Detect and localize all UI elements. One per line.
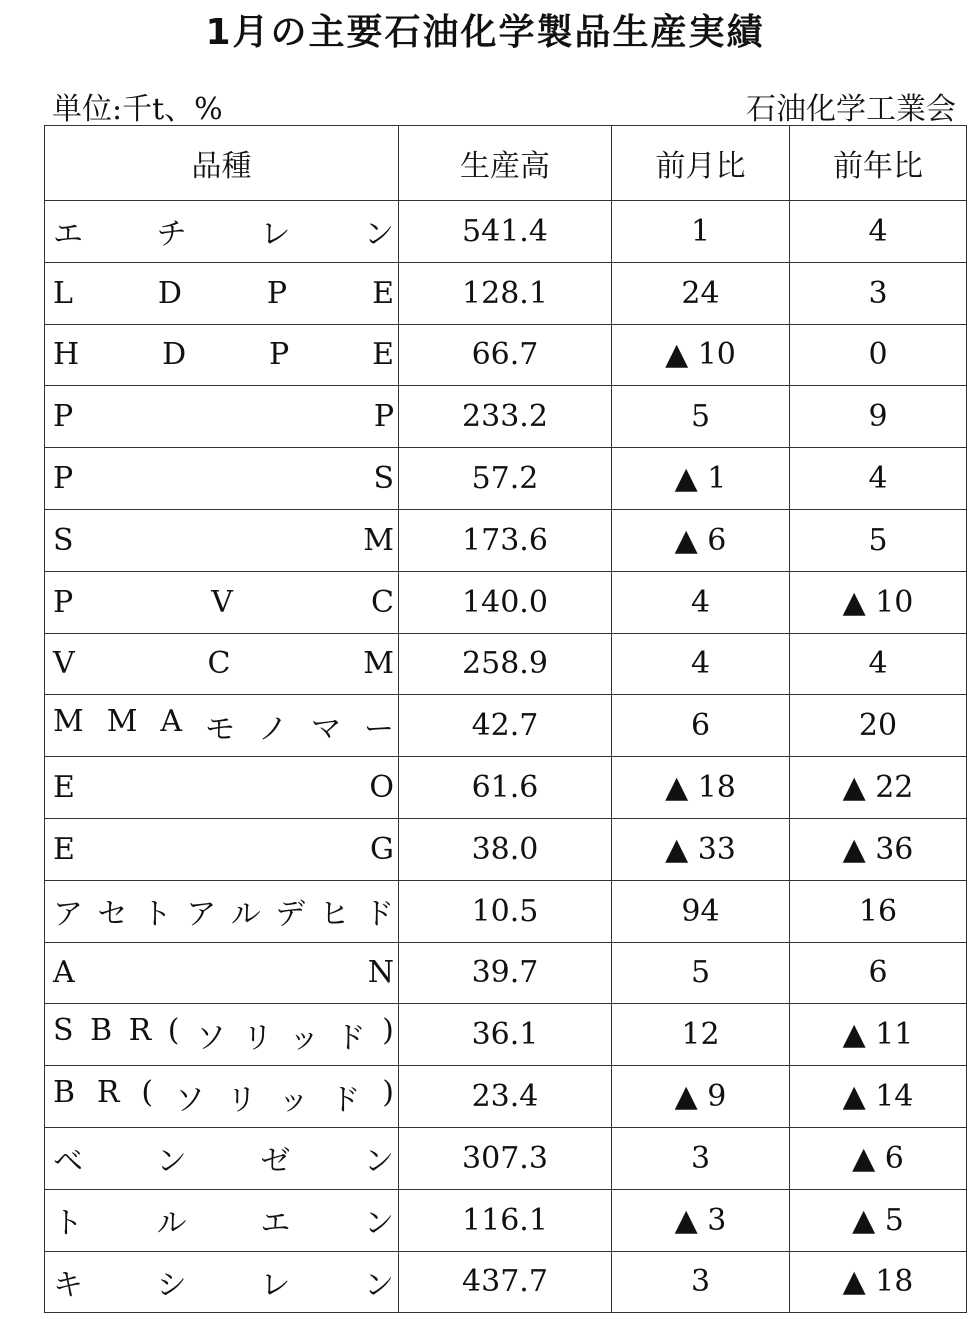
product-name-char: R: [96, 1074, 120, 1110]
product-name-char: ノ: [257, 711, 288, 747]
mom-cell: 12: [612, 1004, 790, 1066]
product-name-char: エ: [260, 1206, 291, 1242]
product-name-char: P: [53, 584, 74, 620]
table-row: [45, 1251, 967, 1313]
product-name: [45, 889, 398, 933]
product-name: [45, 1075, 398, 1119]
mom-cell: 24: [612, 262, 790, 324]
product-name-char: エ: [53, 217, 83, 253]
product-name-cell: [45, 1189, 399, 1251]
product-name-char: レ: [260, 1267, 291, 1303]
production-cell: 57.2: [399, 448, 612, 510]
production-cell: 173.6: [399, 509, 612, 571]
product-name-cell: [45, 262, 399, 324]
product-name-char: M: [363, 646, 394, 682]
table-row: [45, 262, 967, 324]
mom-cell: ▲ 3: [612, 1189, 790, 1251]
product-name-char: P: [53, 399, 74, 435]
header-mom: 前月比: [612, 126, 790, 201]
table-row: [45, 1127, 967, 1189]
production-cell: 233.2: [399, 386, 612, 448]
product-name-char: G: [370, 831, 394, 867]
product-name-char: ド: [335, 1020, 366, 1056]
product-name-cell: [45, 818, 399, 880]
product-name-char: ッ: [289, 1020, 320, 1056]
product-name-cell: [45, 880, 399, 942]
product-name-char: モ: [205, 711, 236, 747]
product-name-char: E: [53, 770, 75, 806]
product-name-char: S: [373, 461, 394, 497]
product-name: [45, 461, 398, 496]
product-name: [45, 646, 398, 681]
product-name-char: レ: [260, 217, 291, 253]
product-name-char: デ: [275, 897, 306, 933]
product-name-char: A: [160, 703, 183, 739]
product-name-char: ): [382, 1012, 394, 1048]
mom-cell: 4: [612, 571, 790, 633]
product-name-char: D: [157, 275, 182, 311]
product-name-char: チ: [156, 217, 187, 253]
header-yoy: 前年比: [790, 126, 967, 201]
product-name-char: キ: [53, 1267, 83, 1303]
product-name-char: O: [369, 770, 394, 806]
product-name-char: ト: [141, 897, 172, 933]
product-name-char: ン: [156, 1144, 187, 1180]
product-name-char: ト: [53, 1206, 83, 1242]
product-name-cell: [45, 942, 399, 1004]
product-name-char: マ: [310, 711, 341, 747]
table-row: [45, 201, 967, 263]
table-row: [45, 1066, 967, 1128]
product-name-char: (: [167, 1012, 180, 1048]
mom-cell: ▲ 18: [612, 757, 790, 819]
mom-cell: 4: [612, 633, 790, 695]
mom-cell: ▲ 33: [612, 818, 790, 880]
product-name: [45, 955, 398, 990]
production-table: [44, 125, 967, 1313]
product-name-cell: [45, 386, 399, 448]
product-name-char: E: [372, 275, 394, 311]
production-cell: 23.4: [399, 1066, 612, 1128]
yoy-cell: ▲ 5: [790, 1189, 967, 1251]
production-cell: 140.0: [399, 571, 612, 633]
unit-label: 単位:千t、%: [52, 92, 223, 127]
product-name: [45, 209, 398, 253]
mom-cell: 5: [612, 386, 790, 448]
production-cell: 38.0: [399, 818, 612, 880]
product-name-char: E: [372, 337, 394, 373]
product-name-char: P: [53, 461, 74, 497]
product-name-char: リ: [242, 1020, 273, 1056]
table-row: [45, 1189, 967, 1251]
mom-cell: ▲ 9: [612, 1066, 790, 1128]
product-name-char: P: [269, 337, 290, 373]
product-name-char: V: [211, 584, 233, 620]
product-name-char: A: [53, 955, 75, 991]
mom-cell: 3: [612, 1127, 790, 1189]
product-name: [45, 337, 398, 372]
yoy-cell: ▲ 18: [790, 1251, 967, 1313]
product-name-char: ン: [363, 1267, 394, 1303]
product-name: [45, 1260, 398, 1304]
product-name: [45, 276, 398, 311]
product-name-char: H: [53, 337, 80, 373]
mom-cell: 5: [612, 942, 790, 1004]
product-name: [45, 770, 398, 805]
table-row: [45, 509, 967, 571]
table-row: [45, 571, 967, 633]
production-cell: 10.5: [399, 880, 612, 942]
product-name-cell: [45, 571, 399, 633]
mom-cell: 6: [612, 695, 790, 757]
product-name: [45, 704, 398, 748]
yoy-cell: ▲ 22: [790, 757, 967, 819]
product-name-char: M: [363, 522, 394, 558]
product-name-char: ソ: [174, 1082, 205, 1118]
yoy-cell: 20: [790, 695, 967, 757]
product-name-char: P: [373, 399, 394, 435]
yoy-cell: 3: [790, 262, 967, 324]
production-cell: 39.7: [399, 942, 612, 1004]
product-name-cell: [45, 695, 399, 757]
page-title: 1月の主要石油化学製品生産実績: [205, 12, 765, 53]
product-name-char: ): [382, 1074, 394, 1110]
table-row: [45, 633, 967, 695]
table-row: [45, 1004, 967, 1066]
production-cell: 128.1: [399, 262, 612, 324]
product-name-char: S: [53, 1012, 74, 1048]
product-name-char: ー: [363, 711, 394, 747]
production-cell: 42.7: [399, 695, 612, 757]
production-cell: 66.7: [399, 324, 612, 386]
yoy-cell: ▲ 6: [790, 1127, 967, 1189]
mom-cell: 1: [612, 201, 790, 263]
mom-cell: 3: [612, 1251, 790, 1313]
product-name-char: B: [90, 1012, 113, 1048]
product-name-cell: [45, 201, 399, 263]
product-name: [45, 1013, 398, 1057]
product-name-cell: [45, 757, 399, 819]
table-row: [45, 386, 967, 448]
product-name-char: ヒ: [319, 897, 350, 933]
product-name-cell: [45, 509, 399, 571]
product-name-cell: [45, 1066, 399, 1128]
table-row: [45, 448, 967, 510]
yoy-cell: ▲ 11: [790, 1004, 967, 1066]
product-name: [45, 399, 398, 434]
product-name-char: ル: [230, 897, 261, 933]
yoy-cell: 9: [790, 386, 967, 448]
product-name-char: ア: [186, 897, 217, 933]
production-cell: 307.3: [399, 1127, 612, 1189]
product-name-cell: [45, 324, 399, 386]
product-name: [45, 523, 398, 558]
production-cell: 116.1: [399, 1189, 612, 1251]
product-name-cell: [45, 1251, 399, 1313]
yoy-cell: 6: [790, 942, 967, 1004]
product-name-char: C: [371, 584, 394, 620]
yoy-cell: 4: [790, 201, 967, 263]
product-name-char: シ: [156, 1267, 187, 1303]
header-product: 品種: [45, 126, 399, 201]
product-name-char: M: [53, 703, 84, 739]
product-name-char: ソ: [196, 1020, 227, 1056]
product-name: [45, 585, 398, 620]
product-name-char: セ: [97, 897, 128, 933]
table-body: [45, 201, 967, 1313]
product-name-char: ル: [156, 1206, 187, 1242]
yoy-cell: 4: [790, 633, 967, 695]
yoy-cell: ▲ 14: [790, 1066, 967, 1128]
mom-cell: ▲ 10: [612, 324, 790, 386]
product-name-char: M: [106, 703, 138, 739]
product-name-char: ア: [53, 897, 83, 933]
yoy-cell: 5: [790, 509, 967, 571]
product-name: [45, 1198, 398, 1242]
product-name-char: ッ: [278, 1082, 309, 1118]
yoy-cell: 16: [790, 880, 967, 942]
product-name-char: ン: [363, 217, 394, 253]
product-name-char: V: [53, 646, 75, 682]
product-name-char: ベ: [53, 1144, 83, 1180]
mom-cell: ▲ 6: [612, 509, 790, 571]
product-name-char: R: [128, 1012, 152, 1048]
table-row: [45, 695, 967, 757]
product-name-char: C: [207, 646, 231, 682]
product-name-char: L: [53, 275, 73, 311]
publisher-label: 石油化学工業会: [746, 92, 956, 127]
table-row: [45, 942, 967, 1004]
table-header-row: [45, 126, 967, 201]
product-name: [45, 832, 398, 867]
production-cell: 61.6: [399, 757, 612, 819]
production-cell: 541.4: [399, 201, 612, 263]
product-name-char: P: [266, 275, 288, 311]
table-row: [45, 818, 967, 880]
product-name-char: S: [53, 522, 74, 558]
product-name-char: N: [367, 955, 394, 991]
production-cell: 258.9: [399, 633, 612, 695]
product-name-cell: [45, 1004, 399, 1066]
table-row: [45, 757, 967, 819]
product-name-cell: [45, 1127, 399, 1189]
production-cell: 437.7: [399, 1251, 612, 1313]
product-name-char: ン: [363, 1144, 394, 1180]
table-row: [45, 324, 967, 386]
product-name-char: ド: [363, 897, 394, 933]
yoy-cell: 4: [790, 448, 967, 510]
header-production: 生産高: [399, 126, 612, 201]
yoy-cell: 0: [790, 324, 967, 386]
product-name: [45, 1136, 398, 1180]
product-name-cell: [45, 633, 399, 695]
table-row: [45, 880, 967, 942]
product-name-cell: [45, 448, 399, 510]
yoy-cell: ▲ 36: [790, 818, 967, 880]
product-name-char: E: [53, 831, 75, 867]
mom-cell: 94: [612, 880, 790, 942]
product-name-char: D: [162, 337, 187, 373]
product-name-char: ゼ: [260, 1144, 291, 1180]
mom-cell: ▲ 1: [612, 448, 790, 510]
yoy-cell: ▲ 10: [790, 571, 967, 633]
production-cell: 36.1: [399, 1004, 612, 1066]
product-name-char: (: [141, 1074, 154, 1110]
product-name-char: ド: [330, 1082, 361, 1118]
product-name-char: リ: [226, 1082, 257, 1118]
product-name-char: ン: [363, 1206, 394, 1242]
product-name-char: B: [53, 1074, 76, 1110]
